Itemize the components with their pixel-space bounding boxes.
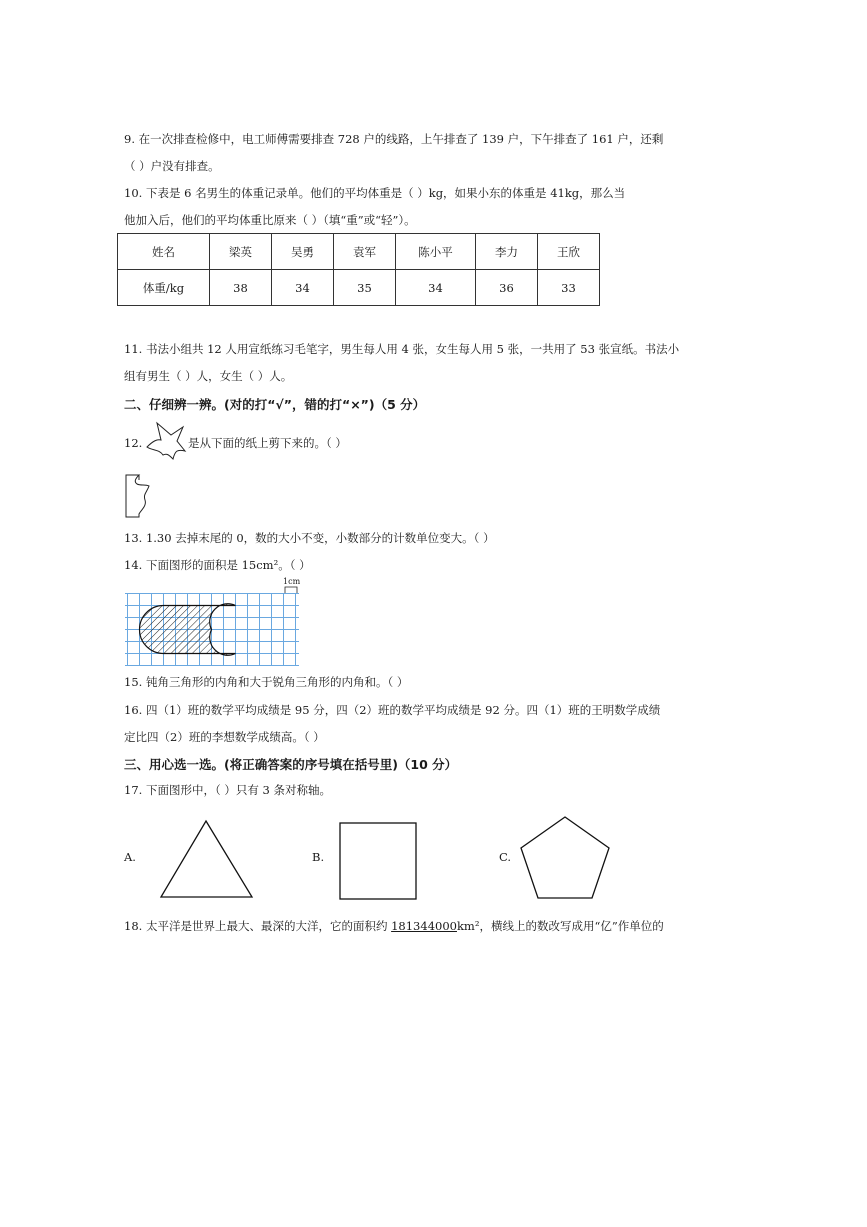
grid-unit-label: 1cm (283, 577, 301, 586)
q18-prefix: 18. 太平洋是世界上最大、最深的大洋，它的面积约 (124, 919, 392, 933)
weight-table (117, 233, 600, 306)
table-cell: 33 (538, 270, 600, 306)
q10-line2: 他加入后，他们的平均体重比原来（ ）（填“重”或“轻”）。 (124, 213, 416, 227)
q18-text (124, 918, 664, 934)
section-2-heading: 二、仔细辨一辨。(对的打“√”，错的打“×”)（5 分） (124, 397, 426, 412)
grid-figure (125, 593, 300, 666)
table-cell: 34 (396, 270, 476, 306)
table-cell: 35 (334, 270, 396, 306)
q17-text: 17. 下面图形中，（ ）只有 3 条对称轴。 (124, 783, 331, 797)
q11-line1: 11. 书法小组共 12 人用宣纸练习毛笔字，男生每人用 4 张，女生每人用 5 张，一共用了 53 张宣纸。书法小 (124, 342, 680, 356)
triangle-icon (160, 820, 253, 898)
q15-text: 15. 钝角三角形的内角和大于锐角三角形的内角和。（ ） (124, 675, 409, 689)
q13-text: 13. 1.30 去掉末尾的 0，数的大小不变，小数部分的计数单位变大。（ ） (124, 531, 495, 545)
table-cell: 38 (210, 270, 272, 306)
table-cell: 王欣 (538, 234, 600, 270)
table-row (118, 234, 600, 270)
q18-suffix: ，横线上的数改写成用“亿”作单位的 (479, 919, 664, 933)
q14-text: 14. 下面图形的面积是 15cm²。（ ） (124, 558, 311, 572)
q12-prefix: 12. (124, 436, 143, 450)
section-3-heading: 三、用心选一选。(将正确答案的序号填在括号里)（10 分） (124, 757, 458, 772)
table-header-cell: 体重/kg (118, 270, 210, 306)
q16-line1: 16. 四（1）班的数学平均成绩是 95 分，四（2）班的数学平均成绩是 92 分。四（1）班的王明数学成绩 (124, 703, 661, 717)
q12-text: 是从下面的纸上剪下来的。（ ） (188, 436, 347, 450)
table-cell: 梁英 (210, 234, 272, 270)
table-header-cell: 姓名 (118, 234, 210, 270)
option-c-label: C. (499, 850, 512, 864)
table-cell: 李力 (476, 234, 538, 270)
option-b-label: B. (312, 850, 325, 864)
star-cutout-icon (145, 421, 189, 463)
table-row (118, 270, 600, 306)
q18-number: 181344000 (391, 919, 457, 933)
table-cell: 吴勇 (272, 234, 334, 270)
table-cell: 34 (272, 270, 334, 306)
table-cell: 36 (476, 270, 538, 306)
q10-line1: 10. 下表是 6 名男生的体重记录单。他们的平均体重是（ ）kg，如果小东的体重是 41kg，那么当 (124, 186, 626, 200)
paper-cutout-icon (125, 474, 155, 518)
q16-line2: 定比四（2）班的李想数学成绩高。（ ） (124, 730, 325, 744)
q11-line2: 组有男生（ ）人，女生（ ）人。 (124, 369, 293, 383)
table-cell: 陈小平 (396, 234, 476, 270)
pentagon-icon (519, 816, 611, 900)
table-cell: 袁军 (334, 234, 396, 270)
q9-line1: 9. 在一次排查检修中，电工师傅需要排查 728 户的线路，上午排查了 139 户，下午排查了 161 户，还剩 (124, 132, 664, 146)
q9-line2: （ ）户没有排查。 (124, 159, 220, 173)
option-a-label: A. (124, 850, 136, 864)
square-icon (339, 822, 417, 900)
q18-unit: km² (456, 919, 480, 933)
